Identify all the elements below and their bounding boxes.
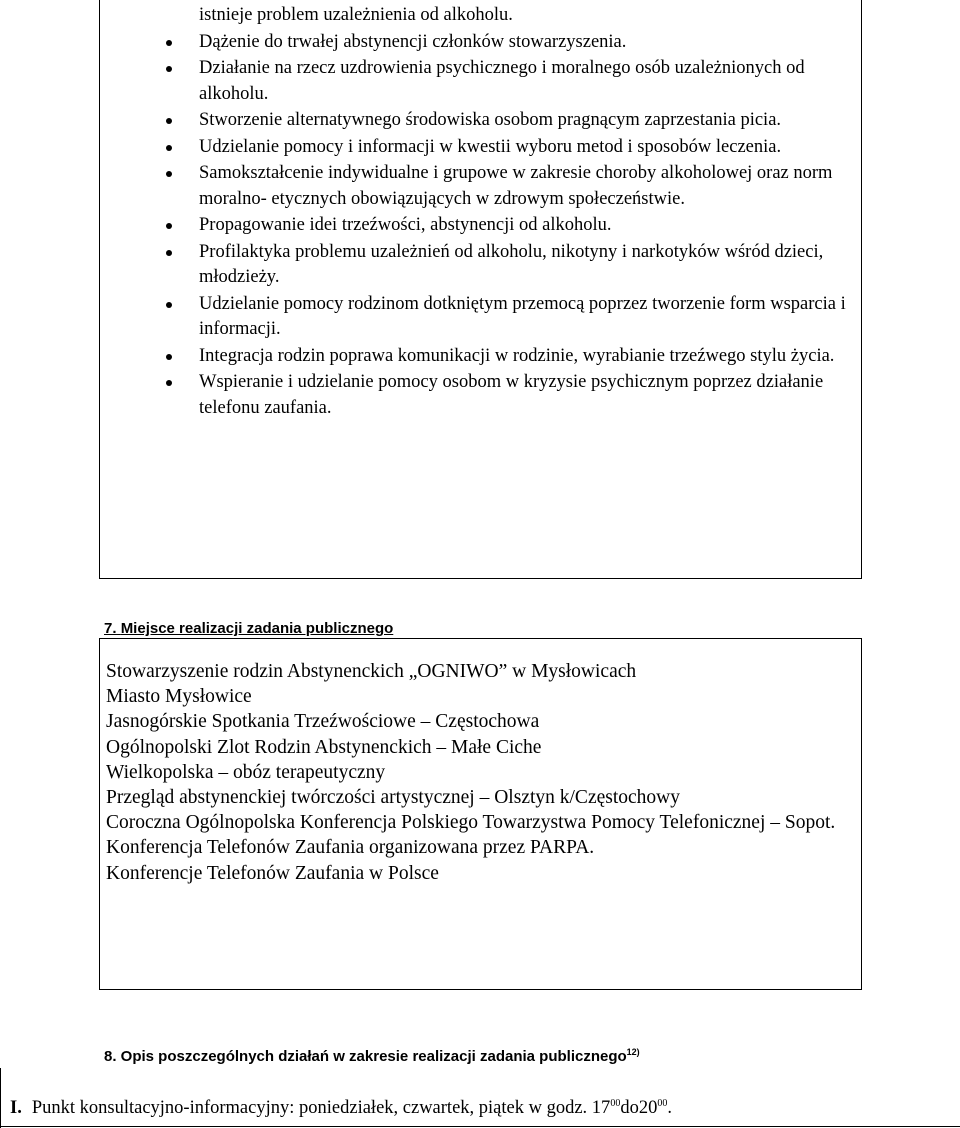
goal-text: Udzielanie pomocy i informacji w kwestii wyboru metod i sposobów leczenia. [199,136,782,157]
goal-item [100,161,861,212]
places-box [99,638,862,990]
place-item: Ogólnopolski Zlot Rodzin Abstynenckich – Małe Ciche [106,736,542,758]
goal-item [100,30,861,56]
goal-text: Propagowanie idei trzeźwości, abstynencji od alkoholu. [199,215,612,235]
bullet-icon [166,118,172,124]
goal-text: Wspieranie i udzielanie pomocy osobom w kryzysie psychicznym poprzez działanie telefonu zaufania. [199,372,824,418]
goal-text: Stworzenie alternatywnego środowiska osobom pragnącym zaprzestania picia. [199,110,782,130]
goal-text: Działanie na rzecz uzdrowienia psychicznego i moralnego osób uzależnionych od alkoholu. [199,58,805,104]
goals-list [100,0,861,422]
point-i-sup-1: 00 [610,1097,621,1109]
place-item: Wielkopolska – obóz terapeutyczny [106,761,386,783]
goal-item [100,56,861,107]
section-8-heading [104,1048,640,1066]
goal-text: Dążenie do trwałej abstynencji członków stowarzyszenia. [199,31,627,52]
goal-text: Profilaktyka problemu uzależnień od alkoholu, nikotyny i narkotyków wśród dzieci, młodzieży. [199,241,824,287]
place-item: Konferencje Telefonów Zaufania w Polsce [106,862,439,884]
place-item: Coroczna Ogólnopolska Konferencja Polskiego Towarzystwa Pomocy Telefonicznej – Sopot. [106,812,836,834]
place-item: Przegląd abstynenckiej twórczości artystycznej – Olsztyn k/Częstochowy [106,787,680,809]
goal-item [100,344,861,370]
place-item: Konferencja Telefonów Zaufania organizowana przez PARPA. [106,837,595,859]
bullet-icon [166,250,172,256]
goal-text: Udzielanie pomocy rodzinom dotkniętym przemocą poprzez tworzenie form wsparcia i informacji. [199,293,846,339]
goal-text: Integracja rodzin poprawa komunikacji w rodzinie, wyrabianie trzeźwego stylu życia. [199,345,835,366]
point-i-sup-2: 00 [657,1097,668,1109]
bullet-icon [166,354,172,360]
point-i-text: Punkt konsultacyjno-informacyjny: poniedziałek, czwartek, piątek w godz. 17 [31,1098,611,1118]
bullet-icon [166,223,172,229]
places-list [106,659,853,886]
left-border-line [0,1068,1,1128]
goal-item [100,292,861,343]
bullet-icon [166,66,172,72]
point-i-mid: do20 [620,1098,658,1118]
bullet-icon [166,171,172,177]
goal-item [100,3,861,29]
section-8-footnote: 12) [626,1047,640,1057]
place-item: Miasto Mysłowice [106,686,252,708]
goal-item [100,108,861,134]
goal-text: Samokształcenie indywidualne i grupowe w zakresie choroby alkoholowej oraz norm moralno- etycznych obowiązujących w zdrowym społeczeństwie. [199,163,833,209]
section-7-title: Miejsce realizacji zadania publicznego [120,620,394,637]
place-item: Stowarzyszenie rodzin Abstynenckich „OGNIWO” w Mysłowicach [106,661,637,682]
section-7-heading [104,620,393,638]
goals-box [99,0,862,579]
section-7-number: 7. [104,620,117,637]
point-i [10,1097,672,1119]
point-i-label: I. [10,1098,22,1118]
place-item: Jasnogórskie Spotkania Trzeźwościowe – Częstochowa [106,711,540,733]
section-8-title: 8. Opis poszczególnych działań w zakresie realizacji zadania publicznego [104,1048,627,1065]
point-i-end: . [667,1098,672,1118]
bullet-icon [166,145,172,151]
bottom-border-line [0,1126,960,1127]
bullet-icon [166,40,172,46]
bullet-icon [166,380,172,386]
goal-item [100,370,861,421]
goal-item [100,213,861,239]
goal-item [100,240,861,291]
bullet-icon [166,302,172,308]
goal-item [100,135,861,161]
goal-text: istnieje problem uzależnienia od alkoholu. [199,5,513,25]
